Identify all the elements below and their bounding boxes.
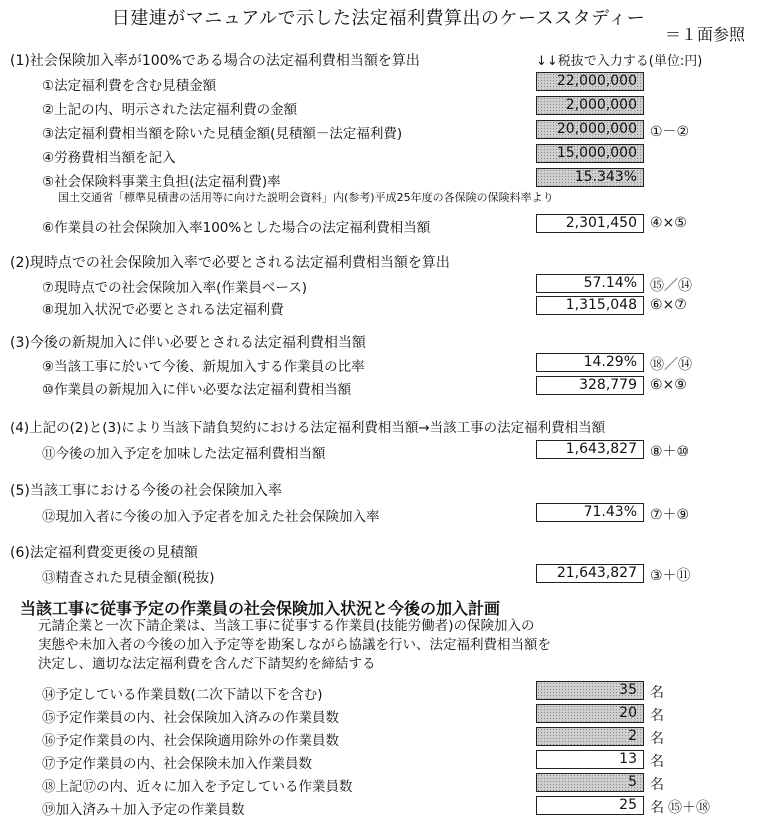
- worker-row-18-label: ⑱上記⑰の内、近々に加入を予定している作業員数: [42, 779, 353, 795]
- worker-row-17-label: ⑰予定作業員の内、社会保険未加入作業員数: [42, 756, 312, 772]
- item-9-formula: ⑱／⑭: [650, 357, 692, 373]
- item-13-value: 21,643,827: [536, 564, 644, 583]
- item-13-formula: ③＋⑪: [650, 568, 691, 584]
- worker-row-18-unit: 名: [650, 777, 664, 793]
- item-9-label: ⑨当該工事に於いて今後、新規加入する作業員の比率: [42, 359, 365, 375]
- item-1-label: ①法定福利費を含む見積金額: [42, 78, 217, 94]
- worker-row-16-unit: 名: [650, 731, 664, 747]
- input-unit-note: ↓↓税抜で入力する(単位:円): [536, 54, 703, 69]
- item-11-value: 1,643,827: [536, 440, 644, 459]
- worker-row-17-unit: 名: [650, 754, 664, 770]
- worker-row-16-label: ⑯予定作業員の内、社会保険適用除外の作業員数: [42, 733, 339, 749]
- worker-row-17-value: 13: [536, 750, 644, 769]
- plan-heading: 当該工事に従事予定の作業員の社会保険加入状況と今後の加入計画: [20, 599, 501, 618]
- item-5-label: ⑤社会保険料事業主負担(法定福利費)率: [42, 174, 281, 190]
- worker-row-19-unit: 名: [650, 800, 664, 816]
- worker-row-15-label: ⑮予定作業員の内、社会保険加入済みの作業員数: [42, 710, 339, 726]
- item-6-label: ⑥作業員の社会保険加入率100%とした場合の法定福利費相当額: [42, 220, 431, 236]
- item-8-label: ⑧現加入状況で必要とされる法定福利費: [42, 302, 284, 318]
- item-8-formula: ⑥×⑦: [650, 297, 687, 313]
- item-6-formula: ④×⑤: [650, 215, 687, 231]
- item-11-label: ⑪今後の加入予定を加味した法定福利費相当額: [42, 446, 326, 462]
- item-2-label: ②上記の内、明示された法定福利費の金額: [42, 102, 298, 118]
- section-2-heading: (2)現時点での社会保険加入率で必要とされる法定福利費相当額を算出: [10, 255, 450, 271]
- page-title: 日建連がマニュアルで示した法定福利費算出のケーススタディー: [111, 8, 646, 29]
- page-reference: ＝１面参照: [664, 25, 745, 44]
- worker-row-14-label: ⑭予定している作業員数(二次下請以下を含む): [42, 687, 323, 703]
- item-11-formula: ⑧＋⑩: [650, 444, 690, 460]
- item-3-label: ③法定福利費相当額を除いた見積金額(見積額－法定福利費): [42, 126, 403, 142]
- item-3-formula: ①－②: [650, 124, 690, 140]
- rate-source-note: 国土交通省「標準見積書の活用等に向けた説明会資料」内(参考)平成25年度の各保険の保険料率より: [58, 191, 554, 204]
- item-10-formula: ⑥×⑨: [650, 377, 687, 393]
- item-12-formula: ⑦＋⑨: [650, 507, 690, 523]
- item-4-value-field[interactable]: 15,000,000: [536, 144, 644, 163]
- section-4-heading: (4)上記の(2)と(3)により当該下請負契約における法定福利費相当額→当該工事の法定福利費相当額: [10, 420, 606, 436]
- item-5-value-field[interactable]: 15.343%: [536, 168, 644, 187]
- item-3-value-field[interactable]: 20,000,000: [536, 120, 644, 139]
- item-12-label: ⑫現加入者に今後の加入予定者を加えた社会保険加入率: [42, 509, 380, 525]
- plan-paragraph-line-3: 決定し、適切な法定福利費を含んだ下請契約を締結する: [38, 656, 376, 672]
- worker-row-19-value: 25: [536, 796, 644, 815]
- item-10-value: 328,779: [536, 376, 644, 395]
- section-1-heading: (1)社会保険加入率が100%である場合の法定福利費相当額を算出: [10, 53, 420, 69]
- section-3-heading: (3)今後の新規加入に伴い必要とされる法定福利費相当額: [10, 335, 366, 351]
- worker-row-15-value-field[interactable]: 20: [536, 704, 644, 723]
- item-1-value-field[interactable]: 22,000,000: [536, 72, 644, 91]
- worker-row-14-value-field[interactable]: 35: [536, 681, 644, 700]
- item-7-label: ⑦現時点での社会保険加入率(作業員ベース): [42, 280, 307, 296]
- worker-row-19-label: ⑲加入済み＋加入予定の作業員数: [42, 802, 245, 818]
- item-7-formula: ⑮／⑭: [650, 278, 692, 294]
- item-12-value: 71.43%: [536, 503, 644, 522]
- worker-row-16-value-field[interactable]: 2: [536, 727, 644, 746]
- item-7-value: 57.14%: [536, 274, 644, 293]
- item-13-label: ⑬精査された見積金額(税抜): [42, 570, 215, 586]
- worker-row-14-unit: 名: [650, 685, 664, 701]
- worker-row-15-unit: 名: [650, 708, 664, 724]
- item-2-value-field[interactable]: 2,000,000: [536, 96, 644, 115]
- item-8-value: 1,315,048: [536, 296, 644, 315]
- plan-paragraph-line-2: 実態や未加入者の今後の加入予定等を勘案しながら協議を行い、法定福利費相当額を: [38, 637, 551, 653]
- item-9-value: 14.29%: [536, 353, 644, 372]
- worker-row-18-value-field[interactable]: 5: [536, 773, 644, 792]
- item-4-label: ④労務費相当額を記入: [42, 150, 176, 166]
- item-10-label: ⑩作業員の新規加入に伴い必要な法定福利費相当額: [42, 382, 352, 398]
- section-6-heading: (6)法定福利費変更後の見積額: [10, 545, 198, 561]
- item-6-value: 2,301,450: [536, 214, 644, 233]
- section-5-heading: (5)当該工事における今後の社会保険加入率: [10, 483, 282, 499]
- worker-row-19-formula: ⑮＋⑱: [668, 800, 710, 816]
- plan-paragraph-line-1: 元請企業と一次下請企業は、当該工事に従事する作業員(技能労働者)の保険加入の: [38, 618, 535, 634]
